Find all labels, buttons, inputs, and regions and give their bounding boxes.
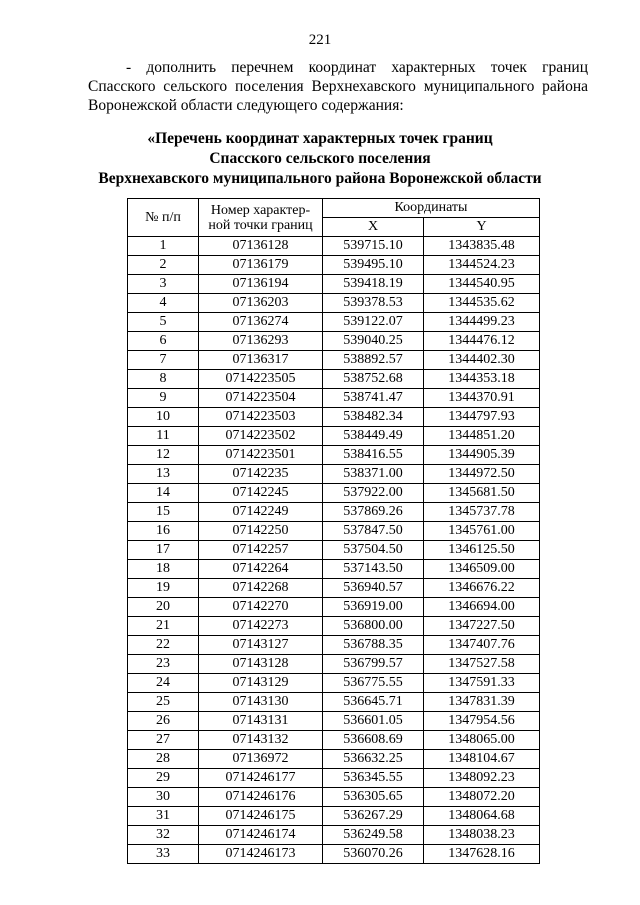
y-coordinate-cell: 1348065.00	[424, 731, 540, 750]
y-coordinate-cell: 1344353.18	[424, 370, 540, 389]
x-coordinate-cell: 536800.00	[323, 617, 424, 636]
row-number-cell: 7	[128, 351, 199, 370]
row-number-cell: 23	[128, 655, 199, 674]
table-row	[128, 693, 540, 712]
point-number-cell: 07142268	[199, 579, 323, 598]
y-coordinate-cell: 1345737.78	[424, 503, 540, 522]
point-number-cell: 07142264	[199, 560, 323, 579]
row-number-cell: 14	[128, 484, 199, 503]
table-row	[128, 408, 540, 427]
y-coordinate-cell: 1344540.95	[424, 275, 540, 294]
x-coordinate-cell: 538741.47	[323, 389, 424, 408]
x-coordinate-cell: 537869.26	[323, 503, 424, 522]
point-number-cell: 07136203	[199, 294, 323, 313]
row-number-cell: 13	[128, 465, 199, 484]
point-number-cell: 07142273	[199, 617, 323, 636]
document-title	[0, 129, 640, 189]
point-number-cell: 07143128	[199, 655, 323, 674]
row-number-cell: 10	[128, 408, 199, 427]
x-coordinate-cell: 539040.25	[323, 332, 424, 351]
x-coordinate-cell: 536608.69	[323, 731, 424, 750]
point-number-cell: 0714223503	[199, 408, 323, 427]
point-number-cell: 0714223505	[199, 370, 323, 389]
header-num: № п/п	[128, 199, 199, 237]
x-coordinate-cell: 537504.50	[323, 541, 424, 560]
y-coordinate-cell: 1347591.33	[424, 674, 540, 693]
point-number-cell: 07143130	[199, 693, 323, 712]
table-row	[128, 560, 540, 579]
table-row	[128, 541, 540, 560]
row-number-cell: 31	[128, 807, 199, 826]
row-number-cell: 4	[128, 294, 199, 313]
table-row	[128, 655, 540, 674]
y-coordinate-cell: 1343835.48	[424, 237, 540, 256]
table-row	[128, 294, 540, 313]
row-number-cell: 17	[128, 541, 199, 560]
point-number-cell: 0714246174	[199, 826, 323, 845]
y-coordinate-cell: 1347954.56	[424, 712, 540, 731]
header-point-number	[199, 199, 323, 237]
x-coordinate-cell: 538449.49	[323, 427, 424, 446]
row-number-cell: 25	[128, 693, 199, 712]
row-number-cell: 11	[128, 427, 199, 446]
x-coordinate-cell: 536267.29	[323, 807, 424, 826]
x-coordinate-cell: 537143.50	[323, 560, 424, 579]
row-number-cell: 21	[128, 617, 199, 636]
table-row	[128, 351, 540, 370]
point-number-cell: 07143132	[199, 731, 323, 750]
header-x: X	[323, 218, 424, 237]
point-number-cell: 07136179	[199, 256, 323, 275]
x-coordinate-cell: 539715.10	[323, 237, 424, 256]
page-number: 221	[308, 32, 332, 48]
x-coordinate-cell: 538892.57	[323, 351, 424, 370]
table-row	[128, 731, 540, 750]
y-coordinate-cell: 1347628.16	[424, 845, 540, 864]
x-coordinate-cell: 536940.57	[323, 579, 424, 598]
row-number-cell: 3	[128, 275, 199, 294]
x-coordinate-cell: 539122.07	[323, 313, 424, 332]
title-line-1: «Перечень координат характерных точек границ	[147, 130, 493, 147]
row-number-cell: 6	[128, 332, 199, 351]
x-coordinate-cell: 536070.26	[323, 845, 424, 864]
point-number-cell: 07136293	[199, 332, 323, 351]
point-number-cell: 07143129	[199, 674, 323, 693]
x-coordinate-cell: 539378.53	[323, 294, 424, 313]
y-coordinate-cell: 1347407.76	[424, 636, 540, 655]
row-number-cell: 12	[128, 446, 199, 465]
x-coordinate-cell: 536345.55	[323, 769, 424, 788]
y-coordinate-cell: 1344535.62	[424, 294, 540, 313]
table-row	[128, 845, 540, 864]
y-coordinate-cell: 1345681.50	[424, 484, 540, 503]
row-number-cell: 8	[128, 370, 199, 389]
y-coordinate-cell: 1346676.22	[424, 579, 540, 598]
y-coordinate-cell: 1344851.20	[424, 427, 540, 446]
x-coordinate-cell: 538371.00	[323, 465, 424, 484]
point-number-cell: 07142249	[199, 503, 323, 522]
x-coordinate-cell: 538752.68	[323, 370, 424, 389]
table-row	[128, 446, 540, 465]
y-coordinate-cell: 1344972.50	[424, 465, 540, 484]
y-coordinate-cell: 1348038.23	[424, 826, 540, 845]
table-row	[128, 484, 540, 503]
y-coordinate-cell: 1344402.30	[424, 351, 540, 370]
header-coordinates: Координаты	[323, 199, 540, 218]
row-number-cell: 24	[128, 674, 199, 693]
x-coordinate-cell: 536775.55	[323, 674, 424, 693]
table-row	[128, 465, 540, 484]
point-number-cell: 0714246177	[199, 769, 323, 788]
y-coordinate-cell: 1344905.39	[424, 446, 540, 465]
row-number-cell: 26	[128, 712, 199, 731]
row-number-cell: 18	[128, 560, 199, 579]
table-row	[128, 522, 540, 541]
point-number-cell: 07142257	[199, 541, 323, 560]
table-row	[128, 579, 540, 598]
point-number-cell: 07136274	[199, 313, 323, 332]
table-row	[128, 237, 540, 256]
table-row	[128, 598, 540, 617]
table-row	[128, 313, 540, 332]
point-number-cell: 0714246173	[199, 845, 323, 864]
point-number-cell: 07143131	[199, 712, 323, 731]
point-number-cell: 0714246176	[199, 788, 323, 807]
row-number-cell: 22	[128, 636, 199, 655]
row-number-cell: 20	[128, 598, 199, 617]
x-coordinate-cell: 536645.71	[323, 693, 424, 712]
row-number-cell: 19	[128, 579, 199, 598]
y-coordinate-cell: 1344499.23	[424, 313, 540, 332]
row-number-cell: 2	[128, 256, 199, 275]
point-number-cell: 07136128	[199, 237, 323, 256]
y-coordinate-cell: 1348092.23	[424, 769, 540, 788]
y-coordinate-cell: 1348072.20	[424, 788, 540, 807]
y-coordinate-cell: 1344524.23	[424, 256, 540, 275]
intro-paragraph: - дополнить перечнем координат характерных точек границ Спасского сельского поселения Верхнехавского муниципального района Воронежской области следующего содержания:	[88, 59, 588, 114]
point-number-cell: 07142250	[199, 522, 323, 541]
x-coordinate-cell: 536788.35	[323, 636, 424, 655]
x-coordinate-cell: 538482.34	[323, 408, 424, 427]
table-row	[128, 370, 540, 389]
point-number-cell: 07136317	[199, 351, 323, 370]
point-number-cell: 07142235	[199, 465, 323, 484]
title-line-2: Спасского сельского поселения	[209, 150, 431, 167]
row-number-cell: 27	[128, 731, 199, 750]
row-number-cell: 29	[128, 769, 199, 788]
table-row	[128, 807, 540, 826]
x-coordinate-cell: 539495.10	[323, 256, 424, 275]
point-number-cell: 07143127	[199, 636, 323, 655]
row-number-cell: 5	[128, 313, 199, 332]
table-row	[128, 427, 540, 446]
row-number-cell: 28	[128, 750, 199, 769]
y-coordinate-cell: 1348104.67	[424, 750, 540, 769]
point-number-cell: 0714223501	[199, 446, 323, 465]
table-row	[128, 389, 540, 408]
x-coordinate-cell: 536799.57	[323, 655, 424, 674]
y-coordinate-cell: 1344797.93	[424, 408, 540, 427]
point-number-cell: 0714223504	[199, 389, 323, 408]
x-coordinate-cell: 536305.65	[323, 788, 424, 807]
y-coordinate-cell: 1347831.39	[424, 693, 540, 712]
table-row	[128, 332, 540, 351]
table-row	[128, 788, 540, 807]
y-coordinate-cell: 1345761.00	[424, 522, 540, 541]
y-coordinate-cell: 1348064.68	[424, 807, 540, 826]
header-point-line-1: Номер характер-	[210, 202, 311, 218]
point-number-cell: 07136972	[199, 750, 323, 769]
coordinates-table	[127, 198, 540, 864]
x-coordinate-cell: 537847.50	[323, 522, 424, 541]
table-row	[128, 712, 540, 731]
table-row	[128, 617, 540, 636]
y-coordinate-cell: 1347227.50	[424, 617, 540, 636]
row-number-cell: 15	[128, 503, 199, 522]
x-coordinate-cell: 537922.00	[323, 484, 424, 503]
table-row	[128, 256, 540, 275]
point-number-cell: 07142245	[199, 484, 323, 503]
table-row	[128, 275, 540, 294]
table-row	[128, 636, 540, 655]
y-coordinate-cell: 1344476.12	[424, 332, 540, 351]
table-row	[128, 769, 540, 788]
row-number-cell: 16	[128, 522, 199, 541]
y-coordinate-cell: 1347527.58	[424, 655, 540, 674]
row-number-cell: 1	[128, 237, 199, 256]
table-body	[128, 237, 540, 864]
x-coordinate-cell: 536249.58	[323, 826, 424, 845]
title-line-3: Верхнехавского муниципального района Воронежской области	[98, 170, 542, 187]
x-coordinate-cell: 539418.19	[323, 275, 424, 294]
y-coordinate-cell: 1346509.00	[424, 560, 540, 579]
row-number-cell: 32	[128, 826, 199, 845]
point-number-cell: 07136194	[199, 275, 323, 294]
y-coordinate-cell: 1344370.91	[424, 389, 540, 408]
point-number-cell: 0714246175	[199, 807, 323, 826]
x-coordinate-cell: 536919.00	[323, 598, 424, 617]
header-y: Y	[424, 218, 540, 237]
point-number-cell: 0714223502	[199, 427, 323, 446]
header-point-line-2: ной точки границ	[208, 217, 313, 233]
x-coordinate-cell: 536632.25	[323, 750, 424, 769]
row-number-cell: 9	[128, 389, 199, 408]
row-number-cell: 33	[128, 845, 199, 864]
y-coordinate-cell: 1346125.50	[424, 541, 540, 560]
y-coordinate-cell: 1346694.00	[424, 598, 540, 617]
point-number-cell: 07142270	[199, 598, 323, 617]
x-coordinate-cell: 536601.05	[323, 712, 424, 731]
row-number-cell: 30	[128, 788, 199, 807]
table-row	[128, 750, 540, 769]
x-coordinate-cell: 538416.55	[323, 446, 424, 465]
table-row	[128, 826, 540, 845]
table-row	[128, 674, 540, 693]
table-row	[128, 503, 540, 522]
